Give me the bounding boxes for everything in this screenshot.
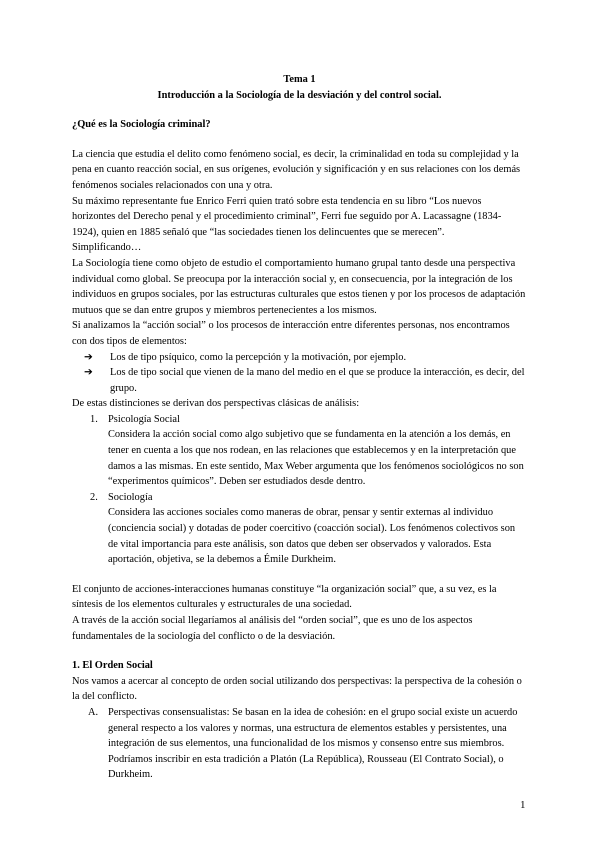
- list-item-text: Perspectivas consensualistas: Se basan en la idea de cohesión: en el grupo social existe un acuerdo general respecto a los valores y normas, una estructura de elementos estables y persistentes, una integración de sus elementos, una funcionalidad de los mismos y consenso entre sus miembros. Podríamos inscribir en esta tradición a Platón (La República), Rousseau (El Contrato Social), o Durkheim.: [108, 706, 518, 781]
- section-heading: 1. El Orden Social: [72, 660, 153, 672]
- list-letter: A.: [88, 706, 99, 718]
- list-item-title: Sociología: [108, 491, 153, 503]
- paragraph-perspectivas: De estas distinciones se derivan dos perspectivas clásicas de análisis:: [72, 398, 360, 410]
- document-page: [72, 72, 527, 783]
- list-item: [72, 490, 527, 568]
- list-item: [72, 365, 527, 396]
- list-item-body: Considera las acciones sociales como maneras de obrar, pensar y sentir externas al individuo (conciencia social) y dotadas de poder coercitivo (coacción social). Los fenómenos colectivos son de vital importancia para este análisis, son datos que deben ser observados y valorados. Esta aportación, objetiva, se la debemos a Émile Durkheim.: [108, 507, 516, 566]
- paragraph-sociologia: La Sociología tiene como objeto de estudio el comportamiento humano grupal tanto desde una perspectiva individual como global. Se preocupa por la interacción social y, en consecuencia, por la integración de los individuos en grupos sociales, por las estructuras culturales que estos tienen y por los procesos de adaptación mutuos que se dan entre grupos y miembros pertenecientes a los mismos.: [72, 257, 526, 316]
- topic-number: Tema 1: [283, 74, 316, 85]
- document-title: Introducción a la Sociología de la desviación y del control social.: [157, 89, 442, 101]
- arrow-icon: ➔: [84, 367, 93, 379]
- list-number: 2.: [90, 491, 98, 503]
- list-number: 1.: [90, 413, 98, 425]
- question-heading: ¿Qué es la Sociología criminal?: [72, 119, 211, 131]
- paragraph-definition: La ciencia que estudia el delito como fenómeno social, es decir, la criminalidad en toda su complejidad y la pena en cuanto reacción social, en sus orígenes, evolución y significación y en sus relaciones con los demás fenómenos sociales relacionados con una y otra.: [72, 148, 521, 191]
- list-item: [72, 350, 527, 366]
- paragraph-organizacion: El conjunto de acciones-interacciones humanas constituye “la organización social” que, a su vez, es la síntesis de los elementos culturales y estructurales de una sociedad.: [72, 583, 497, 611]
- paragraph-ferri: Su máximo representante fue Enrico Ferri quien trató sobre esta tendencia en su libro “Los nuevos horizontes del Derecho penal y el procedimiento criminal”, Ferri fue seguido por A. Lacassagne (1834-1924), quien en 1885 señaló que “las sociedades tienen los delincuentes que se merecen”.: [72, 195, 502, 238]
- list-item: [72, 705, 527, 783]
- arrow-icon: ➔: [84, 351, 93, 363]
- list-item-text: Los de tipo psíquico, como la percepción y la motivación, por ejemplo.: [110, 351, 407, 363]
- list-item-body: Considera la acción social como algo subjetivo que se fundamenta en la atención a los demás, en tener en cuenta a los que nos rodean, en las relaciones que establecemos y en la interpretación que damos a las mismas. En este sentido, Max Weber argumenta que los fenómenos sociológicos no son “experimentos químicos”. Deben ser estudiados desde dentro.: [108, 429, 524, 488]
- list-item: [72, 412, 527, 490]
- page-number: 1: [520, 799, 526, 811]
- paragraph-accion-social: Si analizamos la “acción social” o los procesos de interacción entre diferentes personas, nos encontramos con dos tipos de elementos:: [72, 320, 510, 347]
- paragraph-simplificando: Simplificando…: [72, 242, 142, 254]
- list-item-text: Los de tipo social que vienen de la mano del medio en el que se produce la interacción, es decir, del grupo.: [110, 367, 525, 394]
- paragraph-orden: A través de la acción social llegaríamos al análisis del “orden social”, que es uno de los aspectos fundamentales de la sociología del conflicto o de la desviación.: [72, 615, 473, 642]
- list-item-title: Psicología Social: [108, 413, 180, 425]
- paragraph-perspectivas-orden: Nos vamos a acercar al concepto de orden social utilizando dos perspectivas: la perspectiva de la cohesión o la del conflicto.: [72, 675, 522, 703]
